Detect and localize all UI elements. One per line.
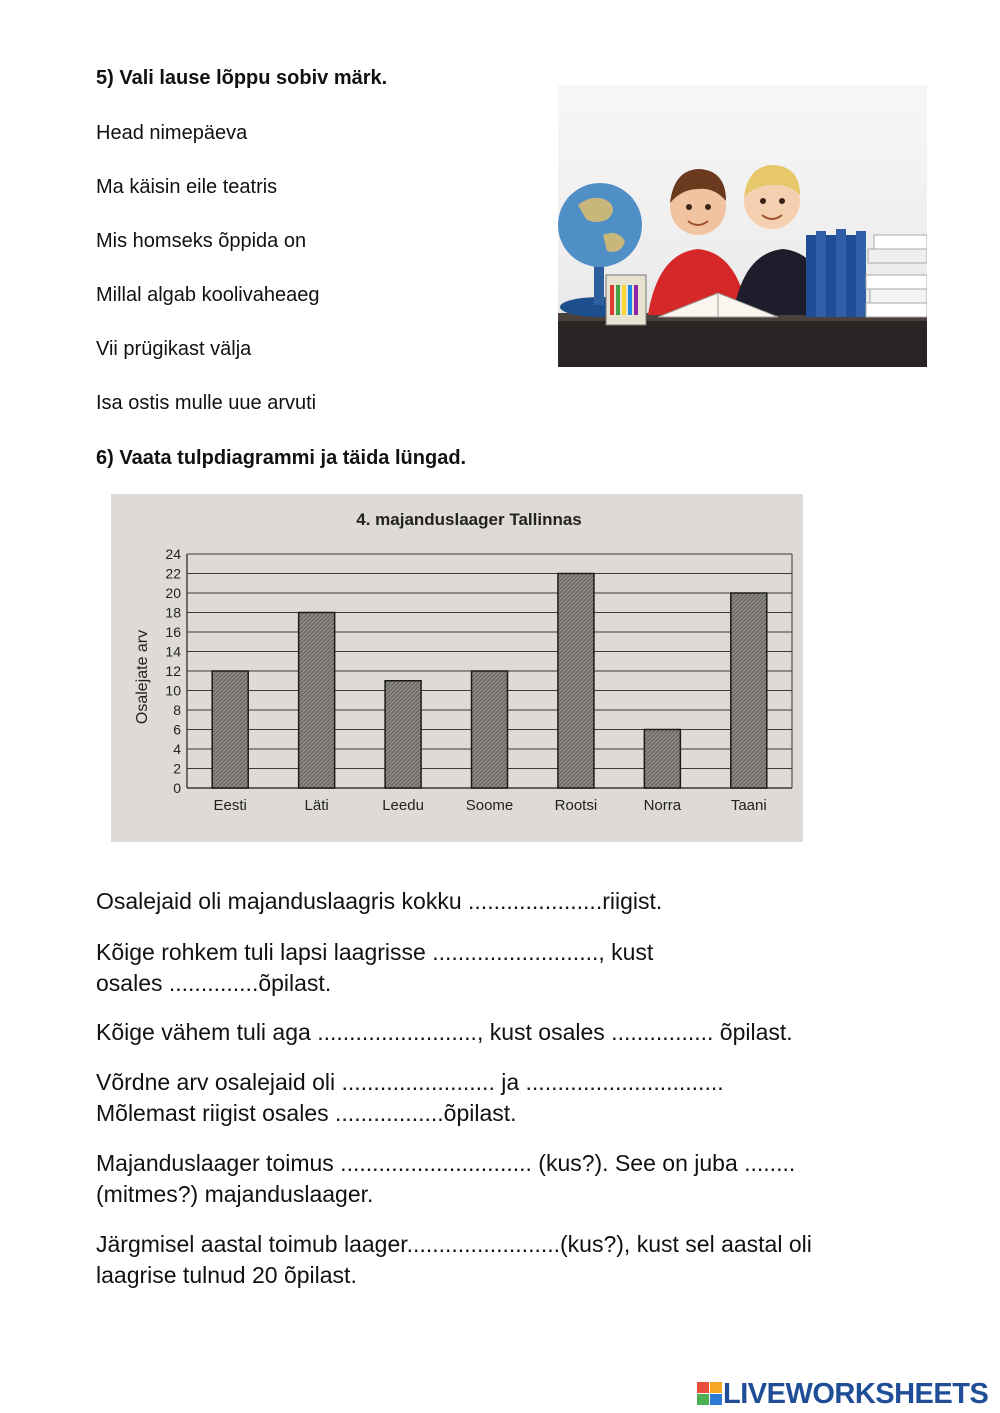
chart-y-tick-label: 4 — [173, 741, 181, 757]
chart-y-tick-label: 8 — [173, 702, 181, 718]
chart-bar-eesti — [212, 671, 248, 788]
chart-category-label: Soome — [465, 797, 514, 814]
chart-category-label: Eesti — [213, 797, 247, 814]
chart-bar-soome — [472, 671, 508, 788]
boys-at-desk-illustration — [558, 85, 927, 367]
chart-y-tick-label: 24 — [165, 546, 181, 562]
blank-sentence-5: Majanduslaager toimus .............................. (kus?). See on juba ........ (mitmes?) majanduslaager. — [96, 1150, 796, 1207]
sentence-2: Ma käisin eile teatris — [96, 176, 278, 198]
blank-sentence-6: Järgmisel aastal toimub laager........................(kus?), kust sel aastal oli laagrise tulnud 20 õpilast. — [96, 1231, 812, 1288]
logo-blocks-icon — [697, 1382, 723, 1406]
chart-category-label: Läti — [304, 797, 329, 814]
chart-bar-läti — [299, 613, 335, 789]
chart-category-label: Leedu — [382, 797, 424, 814]
chart-y-tick-label: 14 — [165, 643, 181, 660]
logo-text: LIVEWORKSHEETS — [723, 1377, 989, 1410]
chart-category-label: Taani — [730, 797, 767, 814]
blank-sentence-3: Kõige vähem tuli aga ........................., kust osales ................ õpilast. — [96, 1019, 793, 1045]
chart-category-label: Rootsi — [554, 797, 598, 814]
task5-heading: 5) Vali lause lõppu sobiv märk. — [96, 67, 388, 89]
sentence-4: Millal algab koolivaheaeg — [96, 284, 320, 306]
chart-y-axis-label: Osalejate arv — [134, 629, 151, 725]
chart-category-label: Norra — [643, 797, 682, 814]
classroom-photo — [558, 85, 927, 367]
chart-background — [111, 494, 803, 842]
bar-chart — [111, 494, 803, 842]
chart-y-tick-label: 16 — [165, 624, 181, 640]
chart-y-tick-label: 20 — [165, 585, 181, 601]
chart-y-tick-label: 0 — [173, 780, 181, 796]
chart-bar-taani — [731, 593, 767, 788]
sentence-3: Mis homseks õppida on — [96, 230, 307, 252]
chart-y-tick-label: 6 — [173, 721, 181, 738]
chart-y-tick-label: 10 — [165, 682, 181, 699]
chart-bar-rootsi — [558, 574, 594, 789]
blank-sentence-1: Osalejaid oli majanduslaagris kokku .....................riigist. — [96, 888, 663, 914]
chart-bar-leedu — [385, 681, 421, 788]
chart-y-tick-label: 18 — [165, 604, 181, 621]
task6-heading: 6) Vaata tulpdiagrammi ja täida lüngad. — [96, 447, 467, 469]
sentence-5: Vii prügikast välja — [96, 338, 252, 360]
sentence-1: Head nimepäeva — [96, 122, 248, 144]
chart-y-tick-label: 22 — [165, 565, 181, 582]
liveworksheets-logo — [697, 1376, 988, 1412]
chart-y-tick-label: 12 — [165, 663, 181, 679]
sentence-6: Isa ostis mulle uue arvuti — [96, 392, 317, 414]
chart-title: 4. majanduslaager Tallinnas — [356, 510, 582, 529]
chart-bar-norra — [644, 730, 680, 789]
blank-sentence-4: Võrdne arv osalejaid oli ........................ ja ............................... Mõlemast riigist osales .................õpilast. — [96, 1069, 724, 1126]
blank-sentence-2: Kõige rohkem tuli lapsi laagrisse .........................., kust osales ..............õpilast. — [96, 939, 654, 996]
bar-chart-svg — [111, 494, 803, 842]
chart-y-tick-label: 2 — [173, 760, 181, 777]
